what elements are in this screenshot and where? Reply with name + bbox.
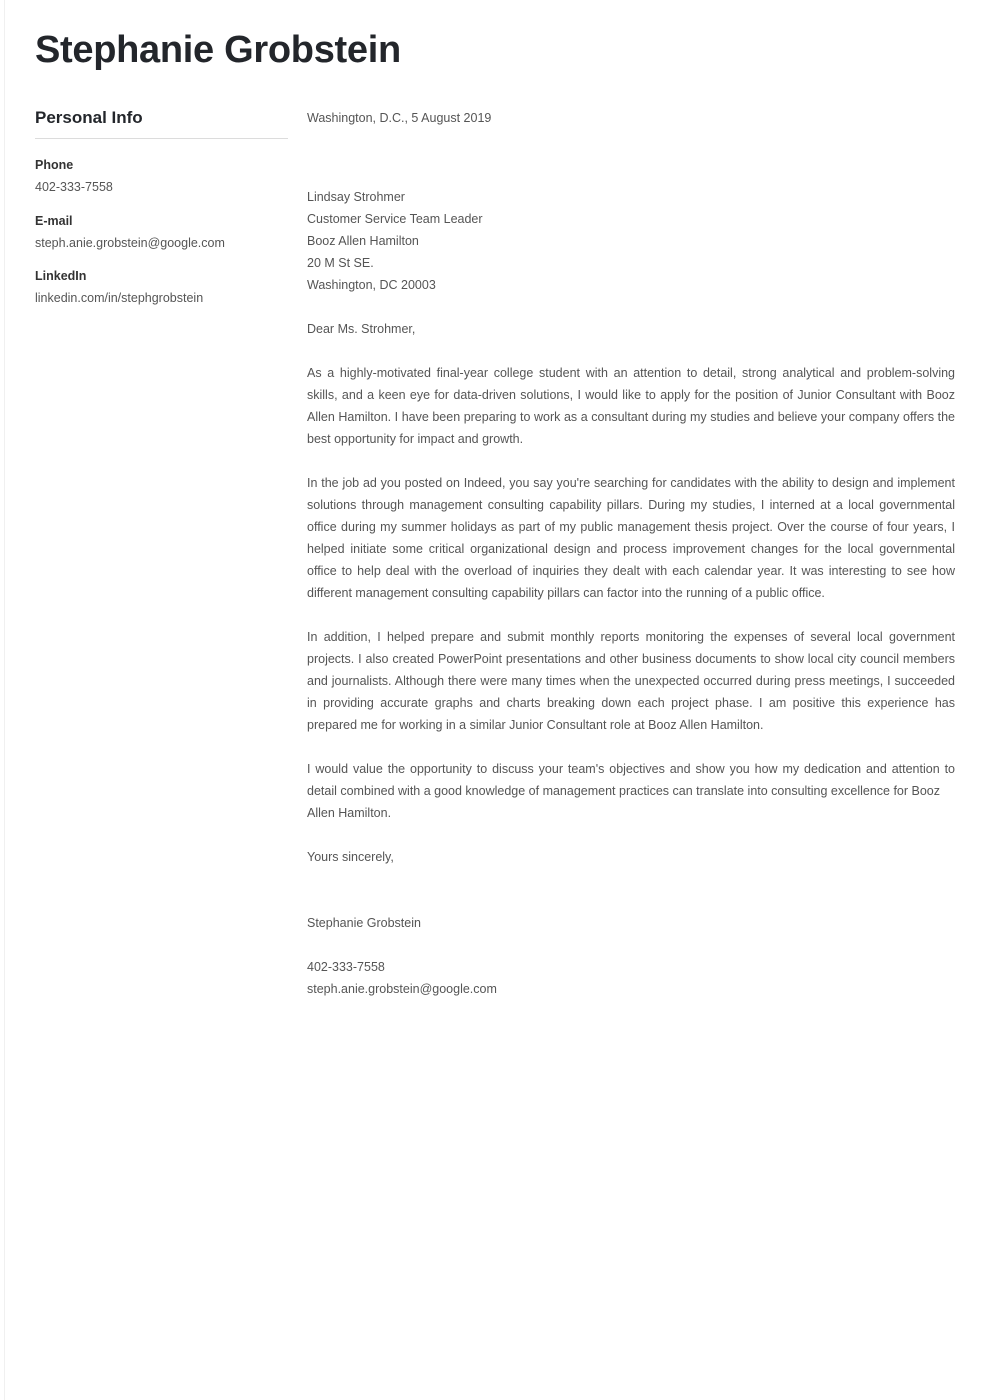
letter-body: [307, 108, 955, 1000]
letter-closing-paragraph: [307, 758, 955, 802]
sidebar-heading: Personal Info: [35, 108, 143, 127]
letter-paragraph: In the job ad you posted on Indeed, you say you're searching for candidates with the ability to design and implement solutions through management consulting capability pillars. During my studies, I interned at a local governmental office during my summer holidays as part of my public management thesis project. Over the course of four years, I helped initiate some critical organizational design and process improvement changes for the local governmental office to help deal with the overload of inquiries they dealt with each calendar year. It was interesting to see how different management consulting capability pillars can factor into the running of a public office.: [307, 476, 955, 600]
letter-paragraph: In addition, I helped prepare and submit monthly reports monitoring the expenses of several local government projects. I also created PowerPoint presentations and other business documents to show local city council members and journalists. Although there were many times when the unexpected occurred during press meetings, I succeeded in providing accurate graphs and charts breaking down each project phase. I am positive this experience has prepared me for working in a similar Junior Consultant role at Booz Allen Hamilton.: [307, 630, 955, 732]
signature-phone[interactable]: 402-333-7558: [307, 960, 385, 974]
recipient-address-block: [307, 186, 955, 296]
recipient-street: 20 M St SE.: [307, 256, 374, 270]
sign-off: Yours sincerely,: [307, 850, 394, 864]
signature-name: Stephanie Grobstein: [307, 916, 421, 930]
page-title: Stephanie Grobstein: [35, 29, 401, 71]
recipient-title: Customer Service Team Leader: [307, 212, 483, 226]
info-value-linkedin[interactable]: linkedin.com/in/stephgrobstein: [35, 291, 204, 306]
info-item-linkedin: [35, 267, 288, 308]
personal-info-sidebar: [35, 108, 288, 323]
page-edge-line: [4, 0, 5, 1400]
info-value-phone[interactable]: 402-333-7558: [35, 180, 113, 195]
recipient-company: Booz Allen Hamilton: [307, 234, 419, 248]
letter-date: Washington, D.C., 5 August 2019: [307, 111, 492, 125]
info-item-phone: [35, 156, 288, 197]
closing-paragraph-main: I would value the opportunity to discuss your team's objectives and show you how my dedication and attention to detail combined with a good knowledge of management practices can translate into consulting excellence for Booz: [307, 762, 955, 798]
info-label: E-mail: [35, 213, 73, 228]
salutation: Dear Ms. Strohmer,: [307, 322, 416, 336]
info-value-email[interactable]: steph.anie.grobstein@google.com: [35, 235, 225, 250]
info-label: LinkedIn: [35, 269, 87, 284]
letter-paragraph: As a highly-motivated final-year college student with an attention to detail, strong analytical and problem-solving skills, and a keen eye for data-driven solutions, I would like to apply for the position of Junior Consultant with Booz Allen Hamilton. I have been preparing to work as a consultant during my studies and believe your company offers the best opportunity for impact and growth.: [307, 366, 955, 446]
info-item-email: [35, 212, 288, 253]
recipient-name: Lindsay Strohmer: [307, 190, 405, 204]
sidebar-divider: [35, 138, 288, 139]
closing-paragraph-tail: Allen Hamilton.: [307, 806, 392, 820]
info-label: Phone: [35, 158, 74, 173]
signature-email[interactable]: steph.anie.grobstein@google.com: [307, 982, 497, 996]
recipient-city: Washington, DC 20003: [307, 278, 436, 292]
